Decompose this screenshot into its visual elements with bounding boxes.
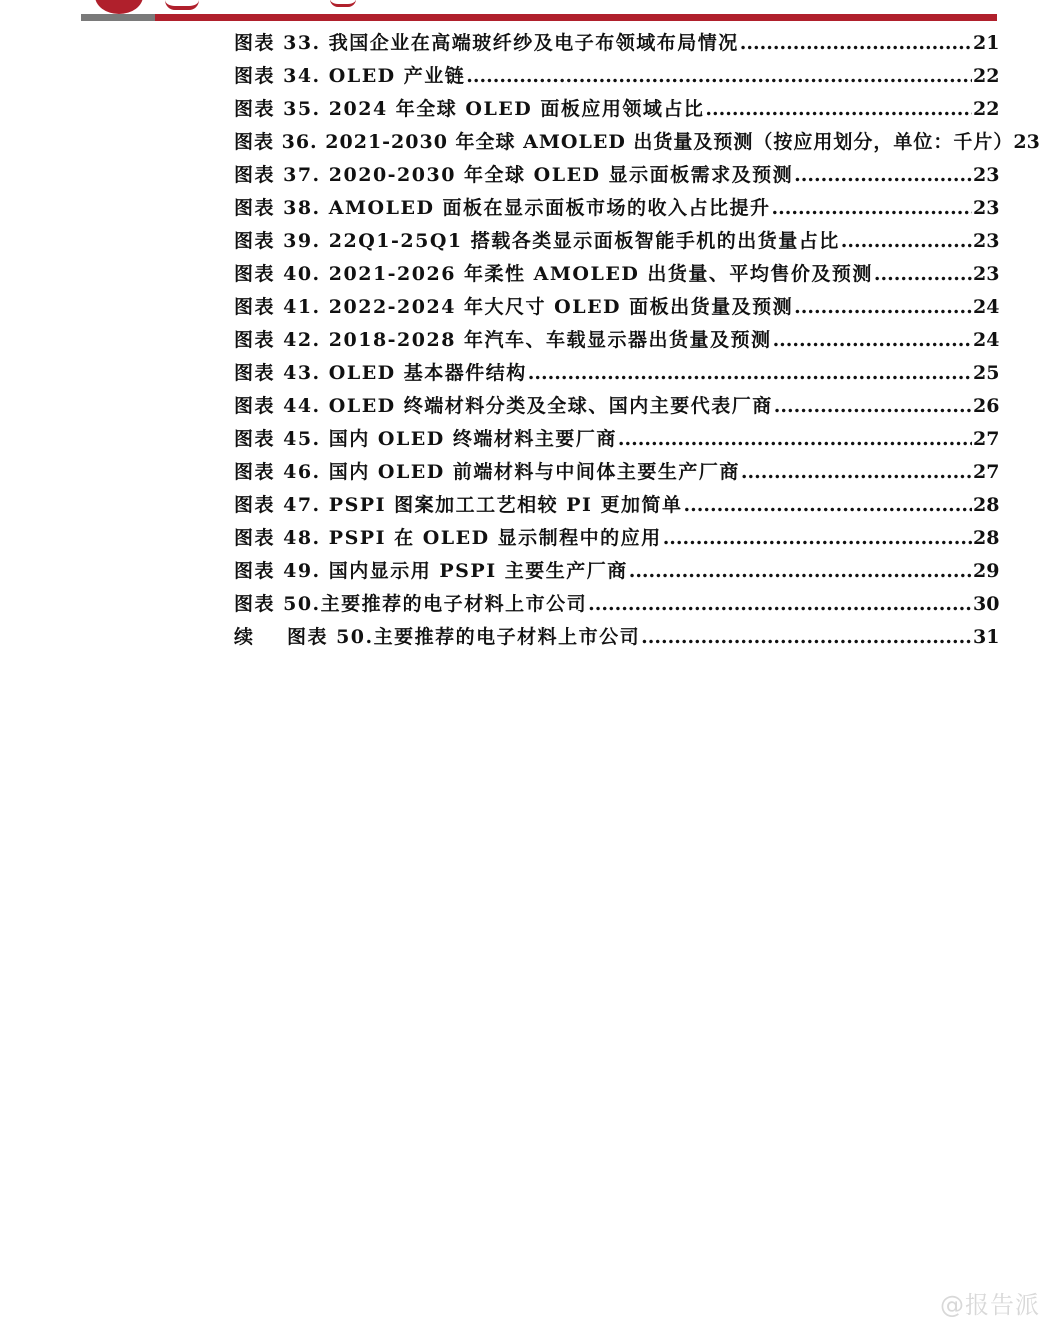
toc-leader-dots [794, 293, 972, 321]
toc-entry[interactable] [234, 491, 1014, 524]
toc-entry[interactable] [234, 62, 1014, 95]
toc-entry[interactable] [234, 359, 1014, 392]
toc-entry-title: 图表 38. AMOLED 面板在显示面板市场的收入占比提升 [234, 197, 771, 219]
toc-entry-page: 28 [973, 527, 1000, 549]
toc-leader-dots [774, 392, 972, 420]
toc-entry-title: 图表 40. 2021-2026 年柔性 AMOLED 出货量、平均售价及预测 [234, 263, 873, 285]
toc-entry-title: 图表 34. OLED 产业链 [234, 65, 466, 87]
toc-entry-title: 图表 46. 国内 OLED 前端材料与中间体主要生产厂商 [234, 461, 740, 483]
toc-entry[interactable] [234, 128, 1040, 161]
toc-leader-dots [618, 425, 972, 453]
logo-mark [165, 0, 199, 10]
toc-entry-page: 23 [1013, 131, 1040, 153]
toc-leader-dots [794, 161, 972, 189]
watermark: @报告派 [940, 1291, 1040, 1319]
toc-entry-title: 图表 48. PSPI 在 OLED 显示制程中的应用 [234, 527, 662, 549]
toc-entry-title: 图表 49. 国内显示用 PSPI 主要生产厂商 [234, 560, 628, 582]
toc-entry[interactable] [234, 557, 1014, 590]
header-rule-gray [81, 14, 155, 21]
toc-entry-page: 23 [973, 230, 1000, 252]
toc-entry[interactable] [234, 194, 1014, 227]
toc-entry[interactable] [234, 260, 1014, 293]
toc-entry-title: 图表 42. 2018-2028 年汽车、车载显示器出货量及预测 [234, 329, 772, 351]
toc-entry-title: 图表 35. 2024 年全球 OLED 面板应用领域占比 [234, 98, 705, 120]
toc-entry[interactable] [234, 161, 1014, 194]
toc-entry-title: 续 图表 50.主要推荐的电子材料上市公司 [234, 626, 641, 648]
toc-entry-title: 图表 39. 22Q1-25Q1 搭载各类显示面板智能手机的出货量占比 [234, 230, 840, 252]
toc-leader-dots [629, 557, 972, 585]
toc-leader-dots [684, 491, 973, 519]
toc-entry-page: 21 [973, 32, 1000, 54]
toc-entry[interactable] [234, 326, 1014, 359]
toc-entry-page: 26 [973, 395, 1000, 417]
toc-entry-title: 图表 44. OLED 终端材料分类及全球、国内主要代表厂商 [234, 395, 773, 417]
toc-entry-page: 23 [973, 263, 1000, 285]
toc-entry-page: 28 [973, 494, 1000, 516]
toc-entry[interactable] [234, 425, 1014, 458]
toc-entry-title: 图表 36. 2021-2030 年全球 AMOLED 出货量及预测（按应用划分，单位：千片） [234, 131, 1014, 153]
toc-entry-page: 22 [973, 98, 1000, 120]
toc-entry-title: 图表 45. 国内 OLED 终端材料主要厂商 [234, 428, 617, 450]
toc-entry[interactable] [234, 590, 1014, 623]
toc-entry-page: 24 [973, 329, 1000, 351]
toc-entry-title: 图表 33. 我国企业在高端玻纤纱及电子布领域布局情况 [234, 32, 739, 54]
toc-leader-dots [841, 227, 972, 255]
toc-leader-dots [641, 623, 972, 651]
toc-entry-page: 25 [973, 362, 1000, 384]
table-of-figures [234, 29, 1040, 656]
toc-leader-dots [663, 524, 972, 552]
toc-leader-dots [773, 326, 972, 354]
toc-entry[interactable] [234, 29, 1014, 62]
toc-leader-dots [874, 260, 972, 288]
toc-entry-page: 30 [973, 593, 1000, 615]
toc-entry-page: 23 [973, 164, 1000, 186]
toc-entry-page: 29 [973, 560, 1000, 582]
toc-leader-dots [705, 95, 972, 123]
toc-entry-title: 图表 43. OLED 基本器件结构 [234, 362, 527, 384]
toc-entry-page: 27 [973, 461, 1000, 483]
header-rule-red [155, 14, 997, 21]
toc-entry[interactable] [234, 458, 1014, 491]
toc-leader-dots [772, 194, 972, 222]
page-header [0, 0, 1061, 24]
toc-entry[interactable] [234, 524, 1014, 557]
toc-entry-page: 31 [973, 626, 1000, 648]
toc-entry[interactable] [234, 392, 1014, 425]
toc-entry-page: 23 [973, 197, 1000, 219]
toc-entry-title: 图表 37. 2020-2030 年全球 OLED 显示面板需求及预测 [234, 164, 794, 186]
toc-entry-page: 27 [973, 428, 1000, 450]
toc-entry-page: 22 [973, 65, 1000, 87]
toc-leader-dots [741, 458, 972, 486]
toc-entry[interactable] [234, 293, 1014, 326]
toc-entry-page: 24 [973, 296, 1000, 318]
toc-leader-dots [466, 62, 972, 90]
company-logo [95, 0, 143, 14]
toc-leader-dots [740, 29, 972, 57]
toc-entry[interactable] [234, 95, 1014, 128]
toc-entry[interactable] [234, 227, 1014, 260]
toc-entry-title: 图表 50.主要推荐的电子材料上市公司 [234, 593, 588, 615]
toc-entry[interactable] [234, 623, 1014, 656]
logo-mark [330, 0, 356, 7]
toc-entry-title: 图表 41. 2022-2024 年大尺寸 OLED 面板出货量及预测 [234, 296, 794, 318]
toc-leader-dots [588, 590, 972, 618]
toc-entry-title: 图表 47. PSPI 图案加工工艺相较 PI 更加简单 [234, 494, 683, 516]
toc-leader-dots [528, 359, 972, 387]
